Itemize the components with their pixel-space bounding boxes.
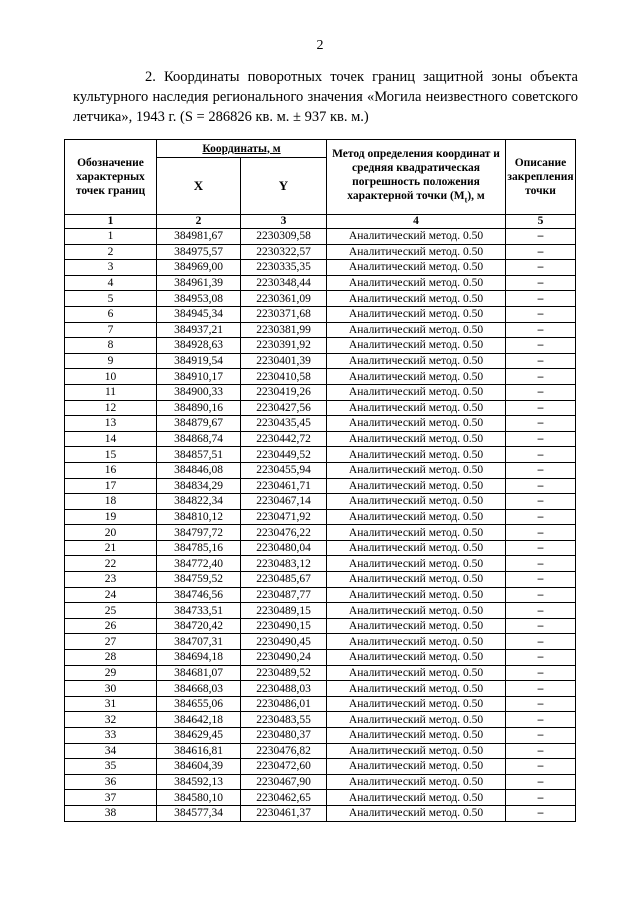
table-row <box>65 260 576 276</box>
method: Аналитический метод. 0.50 <box>327 447 506 463</box>
description: – <box>506 681 576 697</box>
description: – <box>506 494 576 510</box>
col-number-4: 4 <box>327 215 506 229</box>
col-number-5: 5 <box>506 215 576 229</box>
point-number: 1 <box>65 229 157 245</box>
point-number: 15 <box>65 447 157 463</box>
table-row <box>65 696 576 712</box>
coord-y: 2230449,52 <box>241 447 327 463</box>
description: – <box>506 728 576 744</box>
header-method: Метод определения координат и средняя квадратическая погрешность положения характерной точки $(M_t)$, м <box>327 140 506 215</box>
coord-y: 2230480,37 <box>241 728 327 744</box>
coord-y: 2230487,77 <box>241 587 327 603</box>
table-row <box>65 618 576 634</box>
point-number: 32 <box>65 712 157 728</box>
coord-y: 2230461,37 <box>241 805 327 821</box>
table-row <box>65 229 576 245</box>
coord-y: 2230461,71 <box>241 478 327 494</box>
coord-x: 384879,67 <box>157 416 241 432</box>
point-number: 8 <box>65 338 157 354</box>
description: – <box>506 291 576 307</box>
coord-x: 384945,34 <box>157 306 241 322</box>
table-row <box>65 681 576 697</box>
table-row <box>65 338 576 354</box>
coord-x: 384822,34 <box>157 494 241 510</box>
description: – <box>506 774 576 790</box>
coord-y: 2230480,04 <box>241 540 327 556</box>
description: – <box>506 650 576 666</box>
coord-y: 2230488,03 <box>241 681 327 697</box>
coord-x: 384746,56 <box>157 587 241 603</box>
description: – <box>506 525 576 541</box>
coord-x: 384928,63 <box>157 338 241 354</box>
point-number: 2 <box>65 244 157 260</box>
method: Аналитический метод. 0.50 <box>327 416 506 432</box>
coord-x: 384953,08 <box>157 291 241 307</box>
method: Аналитический метод. 0.50 <box>327 244 506 260</box>
table-row <box>65 447 576 463</box>
coord-y: 2230483,12 <box>241 556 327 572</box>
coord-y: 2230471,92 <box>241 509 327 525</box>
coord-y: 2230467,14 <box>241 494 327 510</box>
coord-x: 384975,57 <box>157 244 241 260</box>
coord-x: 384937,21 <box>157 322 241 338</box>
point-number: 3 <box>65 260 157 276</box>
method: Аналитический метод. 0.50 <box>327 478 506 494</box>
method: Аналитический метод. 0.50 <box>327 353 506 369</box>
method: Аналитический метод. 0.50 <box>327 338 506 354</box>
point-number: 34 <box>65 743 157 759</box>
description: – <box>506 306 576 322</box>
table-row <box>65 306 576 322</box>
coord-y: 2230427,56 <box>241 400 327 416</box>
table-row <box>65 790 576 806</box>
table-row <box>65 665 576 681</box>
table-row <box>65 369 576 385</box>
coord-x: 384961,39 <box>157 275 241 291</box>
method: Аналитический метод. 0.50 <box>327 322 506 338</box>
description: – <box>506 790 576 806</box>
col-number-3: 3 <box>241 215 327 229</box>
point-number: 28 <box>65 650 157 666</box>
coord-y: 2230472,60 <box>241 759 327 775</box>
coordinates-table <box>64 139 576 822</box>
table-row <box>65 275 576 291</box>
point-number: 31 <box>65 696 157 712</box>
coord-x: 384900,33 <box>157 384 241 400</box>
point-number: 13 <box>65 416 157 432</box>
header-points: Обозначение характерных точек границ <box>65 140 157 215</box>
description: – <box>506 447 576 463</box>
table-row <box>65 494 576 510</box>
table-row <box>65 478 576 494</box>
description: – <box>506 805 576 821</box>
point-number: 23 <box>65 572 157 588</box>
coord-x: 384707,31 <box>157 634 241 650</box>
coord-y: 2230490,15 <box>241 618 327 634</box>
description: – <box>506 509 576 525</box>
method: Аналитический метод. 0.50 <box>327 603 506 619</box>
description: – <box>506 587 576 603</box>
table-row <box>65 384 576 400</box>
header-x: X <box>157 158 241 215</box>
coord-y: 2230410,58 <box>241 369 327 385</box>
description: – <box>506 603 576 619</box>
method: Аналитический метод. 0.50 <box>327 431 506 447</box>
point-number: 6 <box>65 306 157 322</box>
coord-y: 2230490,45 <box>241 634 327 650</box>
coord-y: 2230442,72 <box>241 431 327 447</box>
method: Аналитический метод. 0.50 <box>327 540 506 556</box>
coord-y: 2230490,24 <box>241 650 327 666</box>
coord-y: 2230485,67 <box>241 572 327 588</box>
description: – <box>506 400 576 416</box>
point-number: 24 <box>65 587 157 603</box>
coord-x: 384797,72 <box>157 525 241 541</box>
coord-y: 2230419,26 <box>241 384 327 400</box>
method: Аналитический метод. 0.50 <box>327 743 506 759</box>
point-number: 37 <box>65 790 157 806</box>
coord-x: 384642,18 <box>157 712 241 728</box>
point-number: 14 <box>65 431 157 447</box>
method: Аналитический метод. 0.50 <box>327 665 506 681</box>
table-row <box>65 509 576 525</box>
point-number: 21 <box>65 540 157 556</box>
coord-x: 384655,06 <box>157 696 241 712</box>
coord-x: 384733,51 <box>157 603 241 619</box>
header-coordinates: Координаты, м <box>157 140 327 158</box>
coord-x: 384668,03 <box>157 681 241 697</box>
description: – <box>506 696 576 712</box>
coord-x: 384720,42 <box>157 618 241 634</box>
method: Аналитический метод. 0.50 <box>327 681 506 697</box>
table-row <box>65 400 576 416</box>
point-number: 4 <box>65 275 157 291</box>
coord-y: 2230455,94 <box>241 462 327 478</box>
coord-x: 384772,40 <box>157 556 241 572</box>
coord-x: 384629,45 <box>157 728 241 744</box>
method: Аналитический метод. 0.50 <box>327 400 506 416</box>
method: Аналитический метод. 0.50 <box>327 369 506 385</box>
coord-x: 384857,51 <box>157 447 241 463</box>
table-row <box>65 634 576 650</box>
description: – <box>506 759 576 775</box>
point-number: 36 <box>65 774 157 790</box>
description: – <box>506 572 576 588</box>
method: Аналитический метод. 0.50 <box>327 805 506 821</box>
coord-y: 2230381,99 <box>241 322 327 338</box>
point-number: 11 <box>65 384 157 400</box>
point-number: 18 <box>65 494 157 510</box>
description: – <box>506 712 576 728</box>
method: Аналитический метод. 0.50 <box>327 260 506 276</box>
table-row <box>65 587 576 603</box>
description: – <box>506 462 576 478</box>
table-row <box>65 291 576 307</box>
coord-y: 2230467,90 <box>241 774 327 790</box>
point-number: 27 <box>65 634 157 650</box>
table-row <box>65 774 576 790</box>
table-row <box>65 540 576 556</box>
coord-x: 384694,18 <box>157 650 241 666</box>
coord-x: 384890,16 <box>157 400 241 416</box>
point-number: 38 <box>65 805 157 821</box>
coord-x: 384846,08 <box>157 462 241 478</box>
coord-y: 2230489,15 <box>241 603 327 619</box>
method: Аналитический метод. 0.50 <box>327 728 506 744</box>
method: Аналитический метод. 0.50 <box>327 525 506 541</box>
table-row <box>65 759 576 775</box>
method: Аналитический метод. 0.50 <box>327 384 506 400</box>
coord-y: 2230309,58 <box>241 229 327 245</box>
table-row <box>65 728 576 744</box>
description: – <box>506 384 576 400</box>
method: Аналитический метод. 0.50 <box>327 462 506 478</box>
coord-y: 2230476,22 <box>241 525 327 541</box>
coord-x: 384981,67 <box>157 229 241 245</box>
coord-y: 2230361,09 <box>241 291 327 307</box>
coord-y: 2230391,92 <box>241 338 327 354</box>
method: Аналитический метод. 0.50 <box>327 572 506 588</box>
method: Аналитический метод. 0.50 <box>327 275 506 291</box>
description: – <box>506 338 576 354</box>
table-row <box>65 650 576 666</box>
point-number: 17 <box>65 478 157 494</box>
table-row <box>65 712 576 728</box>
table-row <box>65 244 576 260</box>
method: Аналитический метод. 0.50 <box>327 696 506 712</box>
point-number: 9 <box>65 353 157 369</box>
point-number: 19 <box>65 509 157 525</box>
coord-y: 2230435,45 <box>241 416 327 432</box>
description: – <box>506 478 576 494</box>
coord-x: 384616,81 <box>157 743 241 759</box>
method: Аналитический метод. 0.50 <box>327 587 506 603</box>
method: Аналитический метод. 0.50 <box>327 494 506 510</box>
point-number: 33 <box>65 728 157 744</box>
method: Аналитический метод. 0.50 <box>327 509 506 525</box>
coord-x: 384910,17 <box>157 369 241 385</box>
table-row <box>65 416 576 432</box>
description: – <box>506 229 576 245</box>
description: – <box>506 369 576 385</box>
coord-x: 384592,13 <box>157 774 241 790</box>
point-number: 10 <box>65 369 157 385</box>
point-number: 5 <box>65 291 157 307</box>
description: – <box>506 260 576 276</box>
description: – <box>506 743 576 759</box>
method: Аналитический метод. 0.50 <box>327 556 506 572</box>
table-row <box>65 743 576 759</box>
section-heading <box>73 67 578 127</box>
method: Аналитический метод. 0.50 <box>327 759 506 775</box>
point-number: 12 <box>65 400 157 416</box>
table-row <box>65 805 576 821</box>
header-y: Y <box>241 158 327 215</box>
description: – <box>506 618 576 634</box>
table-row <box>65 322 576 338</box>
method: Аналитический метод. 0.50 <box>327 712 506 728</box>
table-row <box>65 462 576 478</box>
point-number: 35 <box>65 759 157 775</box>
coord-y: 2230476,82 <box>241 743 327 759</box>
point-number: 26 <box>65 618 157 634</box>
coord-x: 384969,00 <box>157 260 241 276</box>
method: Аналитический метод. 0.50 <box>327 650 506 666</box>
table-row <box>65 525 576 541</box>
description: – <box>506 665 576 681</box>
description: – <box>506 244 576 260</box>
coord-x: 384577,34 <box>157 805 241 821</box>
method: Аналитический метод. 0.50 <box>327 618 506 634</box>
description: – <box>506 416 576 432</box>
header-description: Описание закрепления точки <box>506 140 576 215</box>
coord-y: 2230322,57 <box>241 244 327 260</box>
coord-y: 2230483,55 <box>241 712 327 728</box>
point-number: 22 <box>65 556 157 572</box>
coord-x: 384868,74 <box>157 431 241 447</box>
table-row <box>65 353 576 369</box>
point-number: 7 <box>65 322 157 338</box>
coord-x: 384604,39 <box>157 759 241 775</box>
description: – <box>506 634 576 650</box>
coord-y: 2230401,39 <box>241 353 327 369</box>
point-number: 29 <box>65 665 157 681</box>
table-row <box>65 556 576 572</box>
coord-y: 2230371,68 <box>241 306 327 322</box>
method: Аналитический метод. 0.50 <box>327 291 506 307</box>
coord-y: 2230348,44 <box>241 275 327 291</box>
section-heading-text: 2. Координаты поворотных точек границ защитной зоны объекта культурного наследия регионального значения «Могила неизвестного советского летчика», 1943 г. (S = 286826 кв. м. ± 937 кв. м.) <box>73 69 578 125</box>
method: Аналитический метод. 0.50 <box>327 774 506 790</box>
table-row <box>65 431 576 447</box>
coord-x: 384834,29 <box>157 478 241 494</box>
coord-x: 384681,07 <box>157 665 241 681</box>
table-row <box>65 572 576 588</box>
description: – <box>506 353 576 369</box>
description: – <box>506 431 576 447</box>
coord-x: 384919,54 <box>157 353 241 369</box>
point-number: 30 <box>65 681 157 697</box>
point-number: 20 <box>65 525 157 541</box>
coord-y: 2230486,01 <box>241 696 327 712</box>
description: – <box>506 556 576 572</box>
point-number: 16 <box>65 462 157 478</box>
method: Аналитический метод. 0.50 <box>327 634 506 650</box>
method: Аналитический метод. 0.50 <box>327 790 506 806</box>
coord-x: 384785,16 <box>157 540 241 556</box>
page-number: 2 <box>316 38 324 53</box>
description: – <box>506 540 576 556</box>
description: – <box>506 275 576 291</box>
point-number: 25 <box>65 603 157 619</box>
coord-y: 2230335,35 <box>241 260 327 276</box>
coord-x: 384580,10 <box>157 790 241 806</box>
coordinates-table-body <box>65 229 576 822</box>
table-row <box>65 603 576 619</box>
coord-y: 2230489,52 <box>241 665 327 681</box>
col-number-2: 2 <box>157 215 241 229</box>
coord-y: 2230462,65 <box>241 790 327 806</box>
coord-x: 384810,12 <box>157 509 241 525</box>
col-number-1: 1 <box>65 215 157 229</box>
method: Аналитический метод. 0.50 <box>327 306 506 322</box>
description: – <box>506 322 576 338</box>
coord-x: 384759,52 <box>157 572 241 588</box>
method: Аналитический метод. 0.50 <box>327 229 506 245</box>
